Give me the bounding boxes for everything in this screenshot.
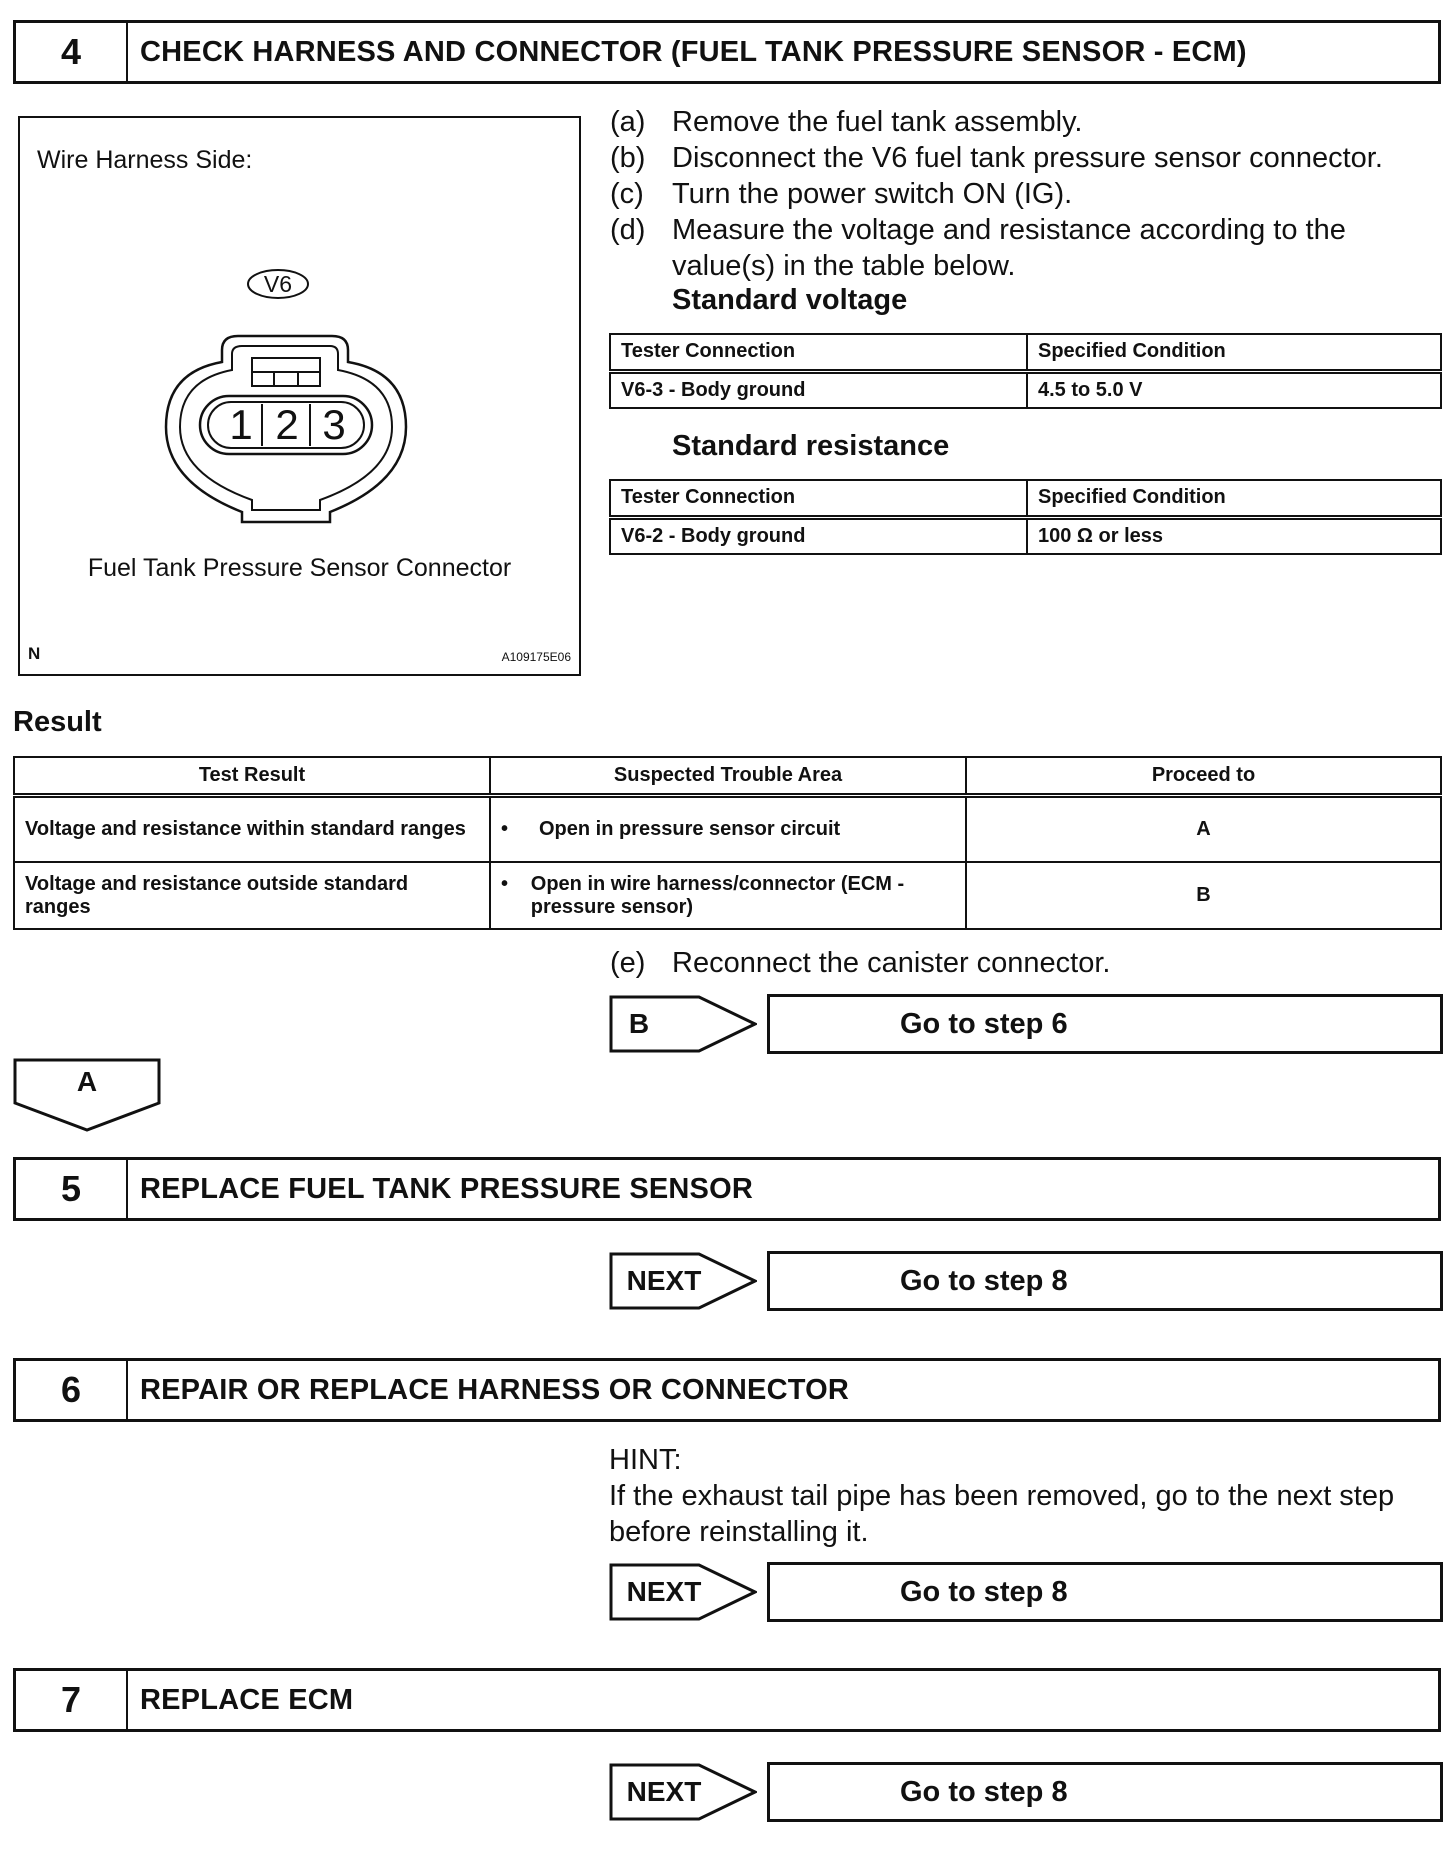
branch-a-label: A [76, 1066, 98, 1097]
standard-resistance-heading: Standard resistance [672, 430, 950, 462]
standard-voltage-heading: Standard voltage [672, 284, 908, 316]
wire-harness-side-label: Wire Harness Side: [37, 146, 253, 174]
go-to-step-6-button[interactable]: Go to step 6 [767, 994, 1443, 1054]
branch-a-tag[interactable] [13, 1058, 161, 1132]
proceed-cell: A [966, 795, 1441, 862]
branch-b-tag[interactable] [609, 995, 757, 1053]
table-row [610, 517, 1441, 554]
step-7-header [13, 1668, 1441, 1732]
result-table [13, 756, 1442, 930]
figure-code: A109175E06 [501, 650, 571, 664]
connector-figure [18, 116, 581, 676]
result-title: Result [13, 706, 102, 738]
go-to-step-8-button[interactable]: Go to step 8 [767, 1562, 1443, 1622]
test-result-cell: Voltage and resistance outside standard ranges [14, 862, 490, 929]
table-cell: 4.5 to 5.0 V [1027, 371, 1441, 408]
proceed-cell: B [966, 862, 1441, 929]
connector-drawing [160, 332, 412, 528]
test-result-cell: Voltage and resistance within standard ranges [14, 795, 490, 862]
step-title: REPLACE ECM [140, 1683, 354, 1716]
table-header-row [610, 334, 1441, 371]
next-tag-step-5[interactable] [609, 1252, 757, 1310]
next-label: NEXT [626, 1776, 702, 1807]
step-title: REPAIR OR REPLACE HARNESS OR CONNECTOR [140, 1373, 850, 1406]
table-row [14, 795, 1441, 862]
table-row [14, 862, 1441, 929]
go-to-step-8-button[interactable]: Go to step 8 [767, 1762, 1443, 1822]
next-label: NEXT [626, 1576, 702, 1607]
pin-2: 2 [275, 401, 299, 448]
table-header-row [610, 480, 1441, 517]
hint-text-line-2: before reinstalling it. [609, 1516, 869, 1548]
trouble-area-cell: • Open in wire harness/connector (ECM - pressure sensor) [490, 862, 966, 929]
bullet: • [501, 817, 509, 840]
hint-label: HINT: [609, 1444, 682, 1476]
connector-id-badge [246, 268, 310, 300]
header-cell: Tester Connection [610, 480, 1027, 517]
go-to-step-8-button[interactable]: Go to step 8 [767, 1251, 1443, 1311]
step-number: 7 [16, 1671, 128, 1729]
branch-b-label: B [628, 1008, 650, 1039]
trouble-area-cell: • Open in pressure sensor circuit [490, 795, 966, 862]
standard-resistance-table [609, 479, 1442, 555]
step-number: 4 [16, 23, 128, 81]
bullet: • [501, 872, 509, 895]
next-tag-step-6[interactable] [609, 1563, 757, 1621]
next-tag-step-7[interactable] [609, 1763, 757, 1821]
header-cell: Test Result [14, 757, 490, 795]
connector-id: V6 [263, 270, 293, 297]
standard-voltage-table [609, 333, 1442, 409]
table-header-row [14, 757, 1441, 795]
step-5-header [13, 1157, 1441, 1221]
table-cell: V6-2 - Body ground [610, 517, 1027, 554]
header-cell: Specified Condition [1027, 480, 1441, 517]
step-title: CHECK HARNESS AND CONNECTOR (FUEL TANK PRESSURE SENSOR - ECM) [140, 35, 1247, 68]
pin-1: 1 [229, 401, 253, 448]
header-cell: Specified Condition [1027, 334, 1441, 371]
step-number: 6 [16, 1361, 128, 1419]
table-row [610, 371, 1441, 408]
figure-corner-letter: N [28, 644, 41, 663]
step-title: REPLACE FUEL TANK PRESSURE SENSOR [140, 1172, 753, 1205]
header-cell: Proceed to [966, 757, 1441, 795]
next-label: NEXT [626, 1265, 702, 1296]
step-4-header [13, 20, 1441, 84]
header-cell: Suspected Trouble Area [490, 757, 966, 795]
table-cell: V6-3 - Body ground [610, 371, 1027, 408]
hint-text-line-1: If the exhaust tail pipe has been removed, go to the next step [609, 1480, 1395, 1512]
step-number: 5 [16, 1160, 128, 1218]
step-6-header [13, 1358, 1441, 1422]
table-cell: 100 Ω or less [1027, 517, 1441, 554]
header-cell: Tester Connection [610, 334, 1027, 371]
connector-caption: Fuel Tank Pressure Sensor Connector [87, 554, 512, 582]
pin-3: 3 [322, 401, 346, 448]
